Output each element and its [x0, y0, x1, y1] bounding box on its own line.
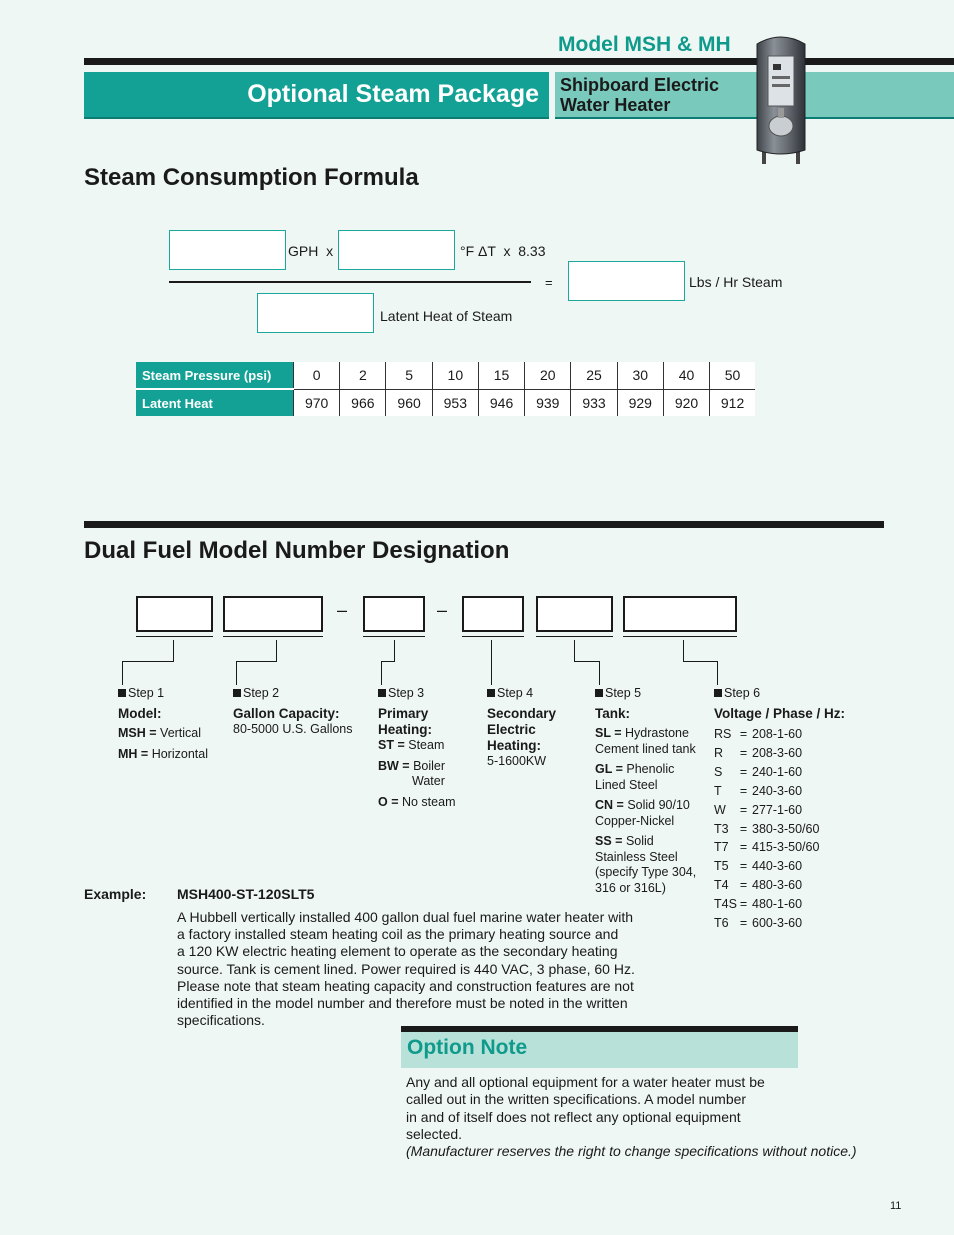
step-3-block	[378, 706, 455, 810]
step-3-label: Step 3	[378, 686, 424, 700]
voltage-equals: =	[739, 764, 748, 779]
voltage-row	[714, 820, 845, 839]
connector-5	[574, 661, 600, 662]
option-note-line: called out in the written specifications. A model number	[406, 1091, 747, 1108]
voltage-value: 440-3-60	[752, 859, 803, 874]
step-5-item: SS = Solid	[595, 834, 654, 848]
model-box-2	[223, 596, 323, 632]
result-box	[568, 261, 685, 301]
voltage-value: 208-1-60	[752, 727, 803, 741]
voltage-value: 415-3-50/60	[752, 840, 820, 855]
fraction-line	[169, 281, 531, 283]
box-underline	[623, 636, 737, 637]
example-line: a factory installed steam heating coil as the primary heating source and	[177, 926, 619, 943]
dash-2: –	[437, 600, 448, 620]
connector-5	[599, 661, 600, 685]
voltage-equals: =	[739, 878, 748, 893]
latent-heat-cell: 933	[571, 389, 617, 416]
step-2-label: Step 2	[233, 686, 279, 700]
option-note-line: Any and all optional equipment for a water heater must be	[406, 1074, 765, 1090]
latent-heat-cell: 960	[386, 389, 432, 416]
example-label: Example:	[84, 886, 147, 902]
example-line: identified in the model number and therefore must be noted in the written	[177, 995, 628, 1012]
connector-6	[683, 640, 684, 662]
voltage-value: 240-1-60	[752, 764, 803, 779]
pressure-cell: 20	[525, 362, 571, 389]
voltage-value: 600-3-60	[752, 916, 803, 931]
product-name-line2: Water Heater	[560, 95, 671, 115]
voltage-equals: =	[739, 840, 748, 855]
step-5-item: Lined Steel	[595, 777, 658, 792]
latent-heat-table	[136, 362, 755, 416]
voltage-code: R	[714, 745, 724, 760]
example-line: Please note that steam heating capacity and construction features are not	[177, 977, 634, 994]
voltage-value: 277-1-60	[752, 802, 803, 817]
step-3-title: Primary	[378, 706, 429, 721]
connector-1	[173, 640, 174, 662]
pressure-cell: 0	[294, 362, 340, 389]
step-4-block	[487, 706, 556, 770]
box-underline	[363, 636, 425, 637]
option-note-line: selected.	[406, 1125, 463, 1142]
delta-t-unit: °F ΔT x 8.33	[460, 243, 546, 259]
page-number: 11	[890, 1200, 902, 1212]
voltage-code: T	[714, 783, 722, 798]
step-5-item: Stainless Steel	[595, 849, 678, 864]
step-1-item: MSH = Vertical	[118, 726, 202, 740]
voltage-code: T4S	[714, 897, 737, 912]
voltage-code: T5	[714, 859, 729, 874]
pressure-header: Steam Pressure (psi)	[136, 362, 294, 389]
latent-heat-cell: 966	[340, 389, 386, 416]
connector-3	[394, 640, 395, 662]
voltage-list	[714, 725, 845, 933]
product-name-line1: Shipboard Electric	[560, 75, 720, 95]
step-3-item: Water	[412, 774, 445, 788]
voltage-row	[714, 838, 845, 857]
model-title: Model MSH & MH	[558, 33, 731, 56]
voltage-row	[714, 801, 845, 820]
step-3-item: O = No steam	[378, 794, 456, 809]
step-5-block	[595, 706, 696, 896]
connector-5	[574, 640, 575, 662]
connector-3	[381, 661, 382, 685]
header-top-rule	[84, 58, 954, 65]
connector-6	[717, 661, 718, 685]
step-5-item: Cement lined tank	[595, 741, 696, 756]
model-box-4	[462, 596, 524, 632]
disclaimer: (Manufacturer reserves the right to change specifications without notice.)	[406, 1143, 857, 1160]
voltage-row	[714, 725, 845, 744]
step-2-title: Gallon Capacity:	[233, 706, 340, 721]
pressure-cell: 15	[478, 362, 524, 389]
voltage-value: 380-3-50/60	[752, 821, 820, 836]
voltage-code: T4	[714, 878, 729, 893]
latent-heat-cell: 953	[432, 389, 478, 416]
voltage-row	[714, 763, 845, 782]
voltage-equals: =	[739, 802, 748, 817]
water-heater-image	[752, 30, 810, 166]
voltage-equals: =	[739, 916, 748, 931]
pressure-cell: 50	[710, 362, 755, 389]
voltage-code: S	[714, 764, 723, 779]
step-4-title: Secondary	[487, 706, 557, 721]
voltage-code: W	[714, 802, 726, 817]
voltage-row	[714, 876, 845, 895]
model-box-6	[623, 596, 737, 632]
latent-heat-cell: 939	[525, 389, 571, 416]
connector-1	[122, 661, 174, 662]
latent-heat-cell: 912	[710, 389, 755, 416]
pressure-cell: 40	[663, 362, 709, 389]
delta-t-input-box	[338, 230, 455, 270]
step-4-text: 5-1600KW	[487, 754, 547, 768]
voltage-code: T6	[714, 916, 729, 931]
result-unit: Lbs / Hr Steam	[689, 274, 783, 290]
dual-fuel-heading: Dual Fuel Model Number Designation	[84, 537, 510, 564]
connector-1	[122, 661, 123, 685]
formula-heading: Steam Consumption Formula	[84, 164, 419, 191]
pressure-cell: 25	[571, 362, 617, 389]
latent-heat-cell: 920	[663, 389, 709, 416]
connector-2	[236, 661, 277, 662]
step-1-title: Model:	[118, 706, 162, 721]
step-5-item: 316 or 316L)	[595, 880, 666, 895]
latent-heat-cell: 970	[294, 389, 340, 416]
model-box-1	[136, 596, 213, 632]
latent-heat-box	[257, 293, 374, 333]
step-4-label: Step 4	[487, 686, 533, 700]
voltage-row	[714, 782, 845, 801]
voltage-row	[714, 857, 845, 876]
voltage-value: 208-3-60	[752, 745, 803, 760]
option-note-heading: Option Note	[407, 1036, 528, 1059]
pressure-cell: 10	[432, 362, 478, 389]
example-code: MSH400-ST-120SLT5	[177, 886, 315, 902]
step-5-title: Tank:	[595, 706, 631, 721]
voltage-row	[714, 744, 845, 763]
dual-fuel-rule	[84, 521, 884, 528]
latent-heat-cell: 929	[617, 389, 663, 416]
latent-heat-row	[136, 389, 755, 416]
step-1-block	[118, 706, 208, 762]
step-5-label: Step 5	[595, 686, 641, 700]
voltage-code: T3	[714, 821, 729, 836]
voltage-row	[714, 914, 845, 933]
connector-4	[491, 640, 492, 685]
box-underline	[223, 636, 323, 637]
example-line: a 120 KW electric heating element to operate as the secondary heating	[177, 943, 618, 960]
step-1-item: MH = Horizontal	[118, 746, 208, 761]
step-6-label: Step 6	[714, 686, 760, 700]
step-2-text: 80-5000 U.S. Gallons	[233, 722, 353, 736]
voltage-equals: =	[739, 727, 748, 741]
model-box-5	[536, 596, 613, 632]
voltage-row	[714, 895, 845, 914]
step-1-label: Step 1	[118, 686, 164, 700]
voltage-equals: =	[739, 897, 748, 912]
step-3-item: ST = Steam	[378, 738, 445, 752]
box-underline	[462, 636, 524, 637]
voltage-value: 480-3-60	[752, 878, 803, 893]
pressure-cell: 2	[340, 362, 386, 389]
example-line: source. Tank is cement lined. Power required is 440 VAC, 3 phase, 60 Hz.	[177, 960, 635, 977]
dash-1: –	[337, 600, 348, 620]
voltage-equals: =	[739, 783, 748, 798]
connector-6	[683, 661, 718, 662]
step-5-item: (specify Type 304,	[595, 865, 697, 879]
voltage-code: T7	[714, 840, 729, 855]
pressure-cell: 5	[386, 362, 432, 389]
banner-title: Optional Steam Package	[247, 80, 539, 108]
step-4-title: Heating:	[487, 738, 541, 753]
step-5-item: CN = Solid 90/10	[595, 798, 690, 812]
connector-2	[236, 661, 237, 685]
voltage-code: RS	[714, 727, 732, 741]
step-6-title: Voltage / Phase / Hz:	[714, 706, 846, 721]
pressure-row	[136, 362, 755, 389]
latent-heat-label: Latent Heat of Steam	[380, 308, 513, 324]
option-note-text	[406, 1074, 857, 1160]
voltage-value: 240-3-60	[752, 783, 803, 798]
connector-3	[381, 661, 395, 662]
example-text	[177, 909, 635, 1029]
voltage-equals: =	[739, 821, 748, 836]
latent-heat-header: Latent Heat	[136, 389, 294, 416]
step-5-item: SL = Hydrastone	[595, 726, 689, 740]
gph-unit: GPH x	[288, 243, 334, 259]
pressure-cell: 30	[617, 362, 663, 389]
step-5-item: Copper-Nickel	[595, 813, 675, 828]
latent-heat-cell: 946	[478, 389, 524, 416]
step-5-item: GL = Phenolic	[595, 762, 675, 776]
gph-input-box	[169, 230, 286, 270]
voltage-equals: =	[739, 745, 748, 760]
connector-2	[276, 640, 277, 662]
box-underline	[536, 636, 613, 637]
voltage-equals: =	[739, 859, 748, 874]
step-6-block	[714, 706, 845, 933]
step-2-block	[233, 706, 353, 738]
example-line: specifications.	[177, 1012, 265, 1029]
option-note-line: in and of itself does not reflect any optional equipment	[406, 1108, 741, 1125]
equals-sign: =	[545, 275, 553, 290]
voltage-value: 480-1-60	[752, 897, 803, 912]
model-box-3	[363, 596, 425, 632]
step-3-item: BW = Boiler	[378, 758, 446, 773]
step-4-title: Electric	[487, 722, 536, 737]
step-3-title: Heating:	[378, 722, 432, 737]
box-underline	[136, 636, 213, 637]
example-line: A Hubbell vertically installed 400 gallon dual fuel marine water heater with	[177, 909, 634, 925]
